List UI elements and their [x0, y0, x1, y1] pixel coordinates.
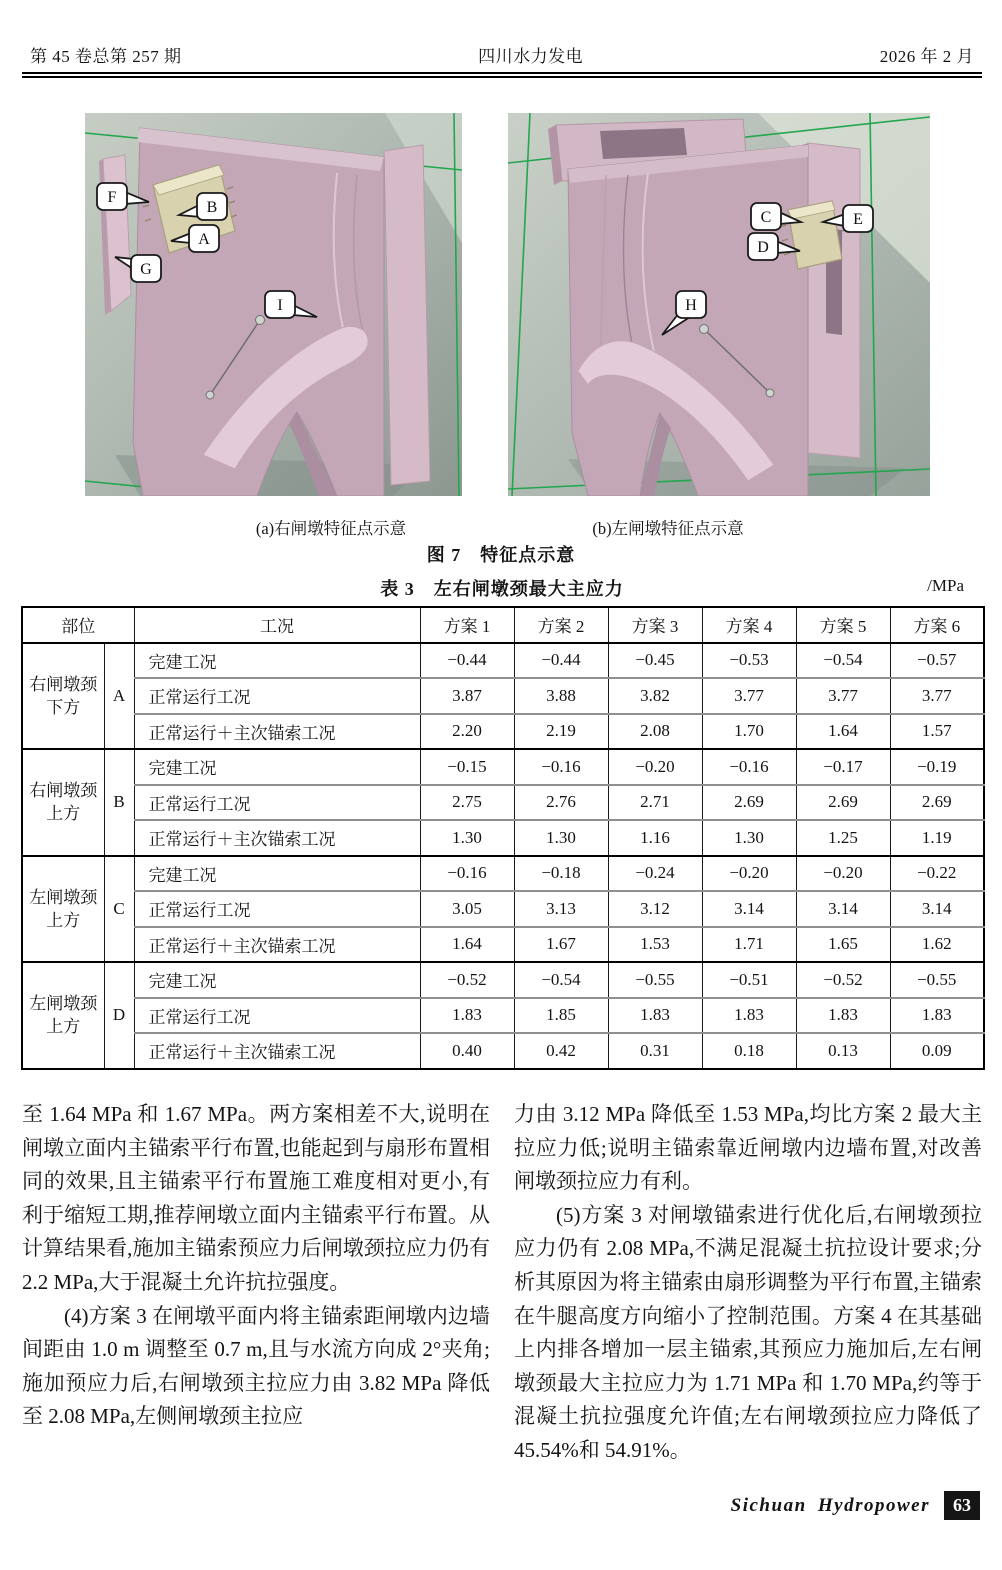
paragraph: (4)方案 3 在闸墩平面内将主锚索距闸墩内边墙间距由 1.0 m 调整至 0.7 m,且与水流方向成 2°夹角;施加预应力后,右闸墩颈主拉应力由 3.82 MPa 降低至 2.08 MPa,左侧闸墩颈主拉应 [22, 1303, 490, 1429]
svg-text:E: E [853, 211, 863, 228]
table-caption: 表 3 左右闸墩颈最大主应力 [380, 579, 624, 599]
stress-table [21, 606, 985, 1070]
pier-side-slab [384, 145, 430, 485]
col-header-part: 部位 [22, 607, 134, 643]
table-row: 正常运行工况 2.75 2.76 2.71 2.69 2.69 2.69 [22, 785, 984, 821]
table-row: 正常运行＋主次锚索工况 2.20 2.19 2.08 1.70 1.64 1.57 [22, 714, 984, 750]
pier-body [568, 145, 808, 496]
figure-7 [85, 113, 930, 496]
col-header-plan5: 方案 5 [796, 607, 890, 643]
body-column-right [514, 1098, 982, 1468]
location-cell: 右闸墩颈上方 [22, 749, 104, 856]
table-caption-row [22, 575, 982, 601]
letter-cell: D [104, 962, 134, 1069]
table-row: 左闸墩颈上方 D 完建工况 −0.52 −0.54 −0.55 −0.51 −0.52 −0.55 [22, 962, 984, 998]
letter-cell: B [104, 749, 134, 856]
subcaption-a: (a)右闸墩特征点示意 [255, 519, 407, 538]
body-column-left [22, 1098, 490, 1468]
paragraph: (5)方案 3 对闸墩锚索进行优化后,右闸墩颈拉应力仍有 2.08 MPa,不满足混凝土抗拉设计要求;分析其原因为将主锚索由扇形调整为平行布置,主锚索在牛腿高度方向缩小了控制范围。方案 4 在其基础上内排各增加一层主锚索,其预应力施加后,左右闸墩颈最大主拉应力为 1.71 MPa 和 1.70 MPa,约等于混凝土抗拉强度允许值;左右闸墩颈拉应力降低了 45.54%和 54.91%。 [514, 1202, 982, 1462]
location-cell: 右闸墩颈下方 [22, 643, 104, 750]
running-head [30, 42, 974, 67]
letter-cell: C [104, 856, 134, 963]
svg-text:H: H [685, 297, 697, 314]
table-header-row [22, 607, 984, 643]
table-row: 左闸墩颈上方 C 完建工况 −0.16 −0.18 −0.24 −0.20 −0.20 −0.22 [22, 856, 984, 892]
figure-title: 图 7 特征点示意 [426, 545, 576, 565]
table-unit: /MPa [927, 576, 964, 595]
col-header-plan6: 方案 6 [890, 607, 984, 643]
page-number: 63 [944, 1491, 980, 1520]
page-footer [731, 1491, 980, 1520]
letter-cell: A [104, 643, 134, 750]
col-header-plan1: 方案 1 [420, 607, 514, 643]
table-row: 正常运行工况 1.83 1.85 1.83 1.83 1.83 1.83 [22, 998, 984, 1034]
svg-text:G: G [140, 261, 152, 278]
table-row: 正常运行＋主次锚索工况 1.64 1.67 1.53 1.71 1.65 1.62 [22, 927, 984, 963]
col-header-plan4: 方案 4 [702, 607, 796, 643]
paragraph: 至 1.64 MPa 和 1.67 MPa。两方案相差不大,说明在闸墩立面内主锚索平行布置,也能起到与扇形布置相同的效果,且主锚索平行布置施工难度相对更小,有利于缩短工期,推荐闸墩立面内主锚索平行布置。从计算结果看,施加主锚索预应力后闸墩颈拉应力仍有 2.2 MPa,大于混凝土允许抗拉强度。 [22, 1102, 490, 1294]
pier-render-right [85, 113, 462, 496]
header-rule [22, 72, 982, 78]
location-cell: 左闸墩颈上方 [22, 856, 104, 963]
subcaption-b: (b)左闸墩特征点示意 [592, 519, 744, 538]
journal-title: 四川水力发电 [478, 47, 584, 66]
body-text [22, 1098, 982, 1468]
table-row: 正常运行＋主次锚索工况 1.30 1.30 1.16 1.30 1.25 1.19 [22, 820, 984, 856]
col-header-condition: 工况 [134, 607, 420, 643]
slab-opening [600, 128, 687, 159]
issue-info: 第 45 卷总第 257 期 [30, 47, 182, 66]
svg-text:F: F [107, 189, 117, 206]
svg-text:D: D [757, 239, 769, 256]
svg-text:C: C [760, 209, 772, 226]
issue-date: 2026 年 2 月 [879, 47, 974, 66]
table-row: 正常运行工况 3.87 3.88 3.82 3.77 3.77 3.77 [22, 678, 984, 714]
svg-text:I: I [277, 297, 283, 314]
table-row: 右闸墩颈上方 B 完建工况 −0.15 −0.16 −0.20 −0.16 −0.17 −0.19 [22, 749, 984, 785]
svg-text:B: B [206, 199, 218, 216]
paragraph: 力由 3.12 MPa 降低至 1.53 MPa,均比方案 2 最大主拉应力低;说明主锚索靠近闸墩内边墙布置,对改善闸墩颈拉应力有利。 [514, 1102, 982, 1194]
table-row: 右闸墩颈下方 A 完建工况 −0.44 −0.44 −0.45 −0.53 −0.54 −0.57 [22, 643, 984, 679]
table-row: 正常运行工况 3.05 3.13 3.12 3.14 3.14 3.14 [22, 891, 984, 927]
location-cell: 左闸墩颈上方 [22, 962, 104, 1069]
table-row: 正常运行＋主次锚索工况 0.40 0.42 0.31 0.18 0.13 0.09 [22, 1033, 984, 1069]
col-header-plan3: 方案 3 [608, 607, 702, 643]
col-header-plan2: 方案 2 [514, 607, 608, 643]
pier-render-left [508, 113, 930, 496]
journal-name-english: Sichuan Hydropower [730, 1494, 930, 1516]
svg-text:A: A [198, 231, 210, 248]
